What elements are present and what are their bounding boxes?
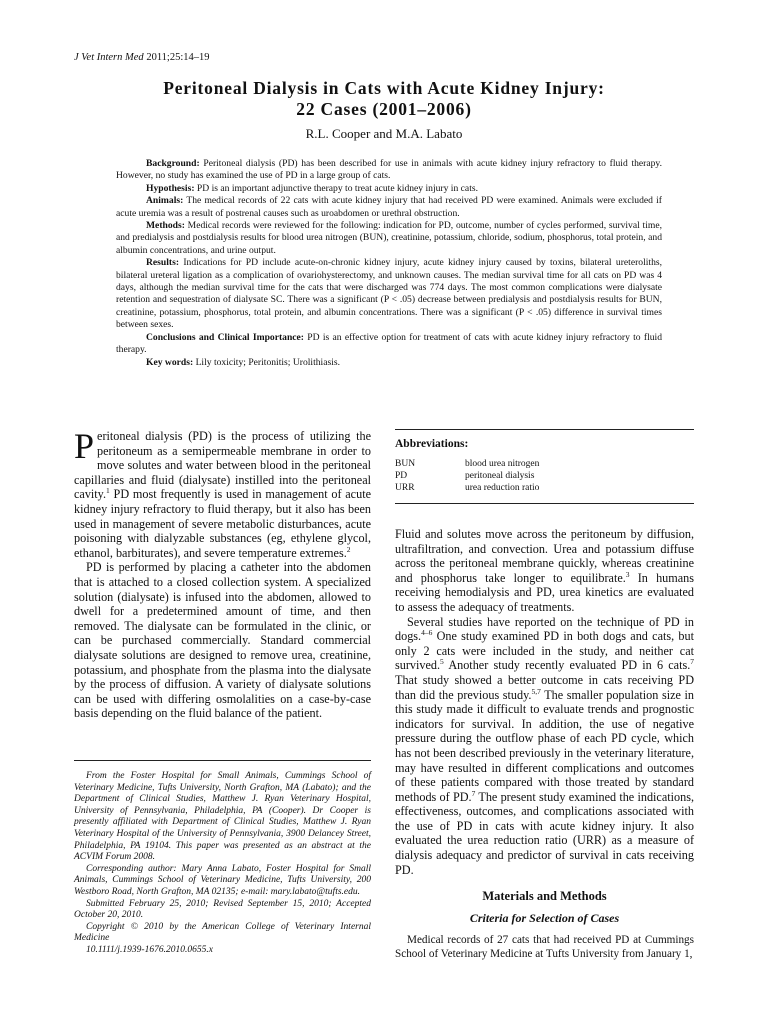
text: Medical records were reviewed for the following: indication for PD, outcome, number of cycles performed, survival time, and predialysis and postdialysis results for blood urea nitrogen (BUN), creatinine, potassium, chloride, sodium, phosphorus, total protein, and albumin concentrations, and urine output.: [116, 220, 662, 256]
journal-name: J Vet Intern Med: [74, 52, 144, 63]
body-column-left: [74, 426, 371, 721]
text: In humans receiving hemodialysis and PD, urea kinetics are evaluated to assess the adequacy of treatments.: [395, 570, 694, 614]
text: Medical records of 27 cats that had received PD at Cummings School of Veterinary Medicine at Tufts University from January 1,: [395, 934, 694, 960]
label: Animals:: [146, 195, 184, 207]
text: Fluid and solutes move across the peritoneum by diffusion, ultrafiltration, and convection. Urea and potassium diffuse across the peritoneal membrane quickly, whereas creatinine and phosphorus take longer to equilibrate.: [395, 527, 694, 585]
article-title: [74, 78, 694, 120]
text: Another study recently evaluated PD in 6 cats.: [443, 658, 691, 673]
abbreviation-key: BUN: [395, 459, 416, 469]
abbreviation-key: PD: [395, 471, 408, 481]
abbreviation-value: peritoneal dialysis: [465, 471, 535, 481]
ref-link[interactable]: 1: [106, 486, 110, 496]
journal-citation: [74, 52, 210, 63]
abbreviation-key: URR: [395, 483, 415, 493]
ref-link[interactable]: 3: [625, 569, 630, 579]
section-heading: Materials and Methods: [482, 889, 607, 903]
text: Indications for PD include acute-on-chronic kidney injury, acute kidney injury caused by toxins, bilateral ureteroliths, bilateral ureteral ligation as a complication of ovariohysterectomy, and unknown causes. The median survival time for all cats on PD was 4 days, although the median survival time for the cats that were discharged was 774 days. The most common complications were dialysate retention and sequestration of dialysate SC. There was a significant (P < .05) decrease between predialysis and postdialysis results for BUN, creatinine, potassium, phosphorus, total protein, and albumin concentrations. There was a significant (P < .05) difference in survival times between sexes.: [116, 257, 662, 331]
label: Background:: [146, 158, 200, 169]
text: One study examined PD in both dogs and cats, but only 2 cats were included in the study, and neither cat survived.: [395, 629, 694, 673]
abbreviation-row: [395, 458, 694, 470]
text: Lily toxicity; Peritonitis; Urolithiasis.: [193, 356, 341, 368]
text: The medical records of 22 cats with acute kidney injury that had received PD were examined. Animals were excluded if acute uremia was a result of postrenal causes such as uroabdomen or urethral obstruction.: [116, 195, 662, 219]
abstract-hypothesis: [116, 183, 662, 195]
ref-link[interactable]: 5,7: [531, 686, 541, 696]
text: eritoneal dialysis (PD) is the process of utilizing the peritoneum as a semipermeable membrane in order to move solutes and water between blood in the peritoneal capillaries and fluid (dialysate) instilled into the peritoneal cavity.: [74, 429, 371, 502]
methods-paragraph: [395, 934, 694, 961]
footnote-divider: [74, 760, 371, 761]
ref-link[interactable]: 7: [471, 788, 476, 798]
ref-link[interactable]: 7: [690, 657, 694, 667]
body-column-right: [395, 527, 694, 877]
abstract-background: [116, 158, 662, 183]
footnote-dates: Submitted February 25, 2010; Revised September 15, 2010; Accepted October 20, 2010.: [74, 898, 371, 921]
abbreviations-box: [395, 429, 694, 504]
abbreviations-title: Abbreviations:: [395, 438, 469, 450]
text: The smaller population size in this study made it difficult to evaluate trends and prognostic indicators for survival. In addition, the use of negative pressure during the outflow phase of each PD cycle, which has not been described previously in the veterinary literature, may have resulted in different complications and outcomes of these patients compared with those treated by standard methods of PD.: [395, 687, 694, 804]
article-authors: R.L. Cooper and M.A. Labato: [305, 126, 463, 141]
label: Key words:: [146, 356, 194, 368]
intro-paragraph-1: [74, 426, 371, 560]
footnote-affiliation: From the Foster Hospital for Small Animals, Cummings School of Veterinary Medicine, Tufts University, North Grafton, MA (Labato); and the Department of Clinical Studies, Matthew J. Ryan Veterinary Hospital, University of Pennsylvania, Philadelphia, PA (Cooper). Dr Cooper is presently affiliated with Department of Clinical Studies, Matthew J. Ryan Veterinary Hospital of the University of Pennsylvania, 3900 Delancey Street, Philadelphia, PA 19104. This paper was presented as an abstract at the ACVIM Forum 2008.: [74, 771, 371, 863]
ref-link[interactable]: 2: [346, 544, 351, 554]
text: PD is an effective option for treatment of cats with acute kidney injury refractory to fluid therapy.: [116, 331, 662, 356]
title-line-1: Peritoneal Dialysis in Cats with Acute Kidney Injury:: [163, 78, 605, 98]
text: Peritoneal dialysis (PD) has been described for use in animals with acute kidney injury refractory to fluid therapy. However, no study has examined the use of PD in a large group of cats.: [116, 158, 662, 182]
abbreviation-value: urea reduction ratio: [465, 483, 540, 493]
intro-paragraph-4: [395, 615, 694, 878]
text: Several studies have reported on the technique of PD in dogs.: [395, 614, 694, 644]
abstract-results: [116, 257, 662, 331]
label: Hypothesis:: [146, 182, 195, 194]
text: The present study examined the indications, effectiveness, outcomes, and complications associated with the use of PD in cats with acute kidney injury. It also evaluated the urea reduction ratio (URR) as a measure of dialysis adequacy and predictor of survival in cats receiving PD.: [395, 789, 695, 877]
abstract: [116, 158, 662, 369]
abbreviation-row: [395, 470, 694, 482]
text: PD is an important adjunctive therapy to treat acute kidney injury in cats.: [194, 182, 478, 194]
journal-volume: 2011;25:14–19: [143, 52, 210, 63]
intro-paragraph-3: [395, 527, 694, 615]
intro-paragraph-2: PD is performed by placing a catheter into the abdomen that is attached to a closed collection system. A specialized solution (dialysate) is infused into the abdomen, allowed to dwell for a predetermined amount of time, and then removed. The dialysate can be formulated in the clinic, or can be purchased commercially. Standard commercial dialysate solutions are designed to remove urea, creatinine, potassium, and phosphate from the plasma into the dialysate by the process of diffusion. A variety of dialysate solutions can be used with differing osmolalities on a case-by-case basis depending on the fluid balance of the patient.: [74, 560, 371, 721]
label: Results:: [146, 257, 180, 269]
footnote-copyright: Copyright © 2010 by the American College of Veterinary Internal Medicine: [74, 921, 371, 944]
footnote: [74, 771, 371, 957]
footnote-corresponding: Corresponding author: Mary Anna Labato, Foster Hospital for Small Animals, Cummings School of Veterinary Medicine, Tufts University, 200 Westboro Road, North Grafton, MA 02135; e-mail: mary.labato@tufts.edu.: [74, 863, 371, 897]
abbreviation-row: [395, 482, 694, 494]
subsection-heading: Criteria for Selection of Cases: [469, 911, 620, 925]
ref-link[interactable]: 5: [440, 657, 444, 667]
abstract-animals: [116, 195, 662, 220]
abstract-keywords: [116, 357, 662, 369]
abstract-conclusions: [116, 332, 662, 357]
abbreviation-value: blood urea nitrogen: [465, 459, 540, 469]
ref-link[interactable]: 4–6: [421, 628, 433, 638]
title-line-2: 22 Cases (2001–2006): [296, 99, 472, 119]
footnote-doi[interactable]: 10.1111/j.1939-1676.2010.0655.x: [86, 944, 213, 955]
text: That study showed a better outcome in cats receiving PD than did the previous study.: [395, 672, 694, 702]
text: PD most frequently is used in management of acute kidney injury refractory to fluid therapy, but it also has been used in management of severe metabolic disturbances, acute poisoning with dialyzable substances (eg, ethylene glycol, ethanol, barbiturates), and severe temperature extremes.: [74, 487, 371, 560]
abstract-methods: [116, 220, 662, 257]
label: Conclusions and Clinical Importance:: [146, 331, 305, 343]
label: Methods:: [146, 220, 185, 232]
drop-cap: P: [74, 426, 95, 466]
